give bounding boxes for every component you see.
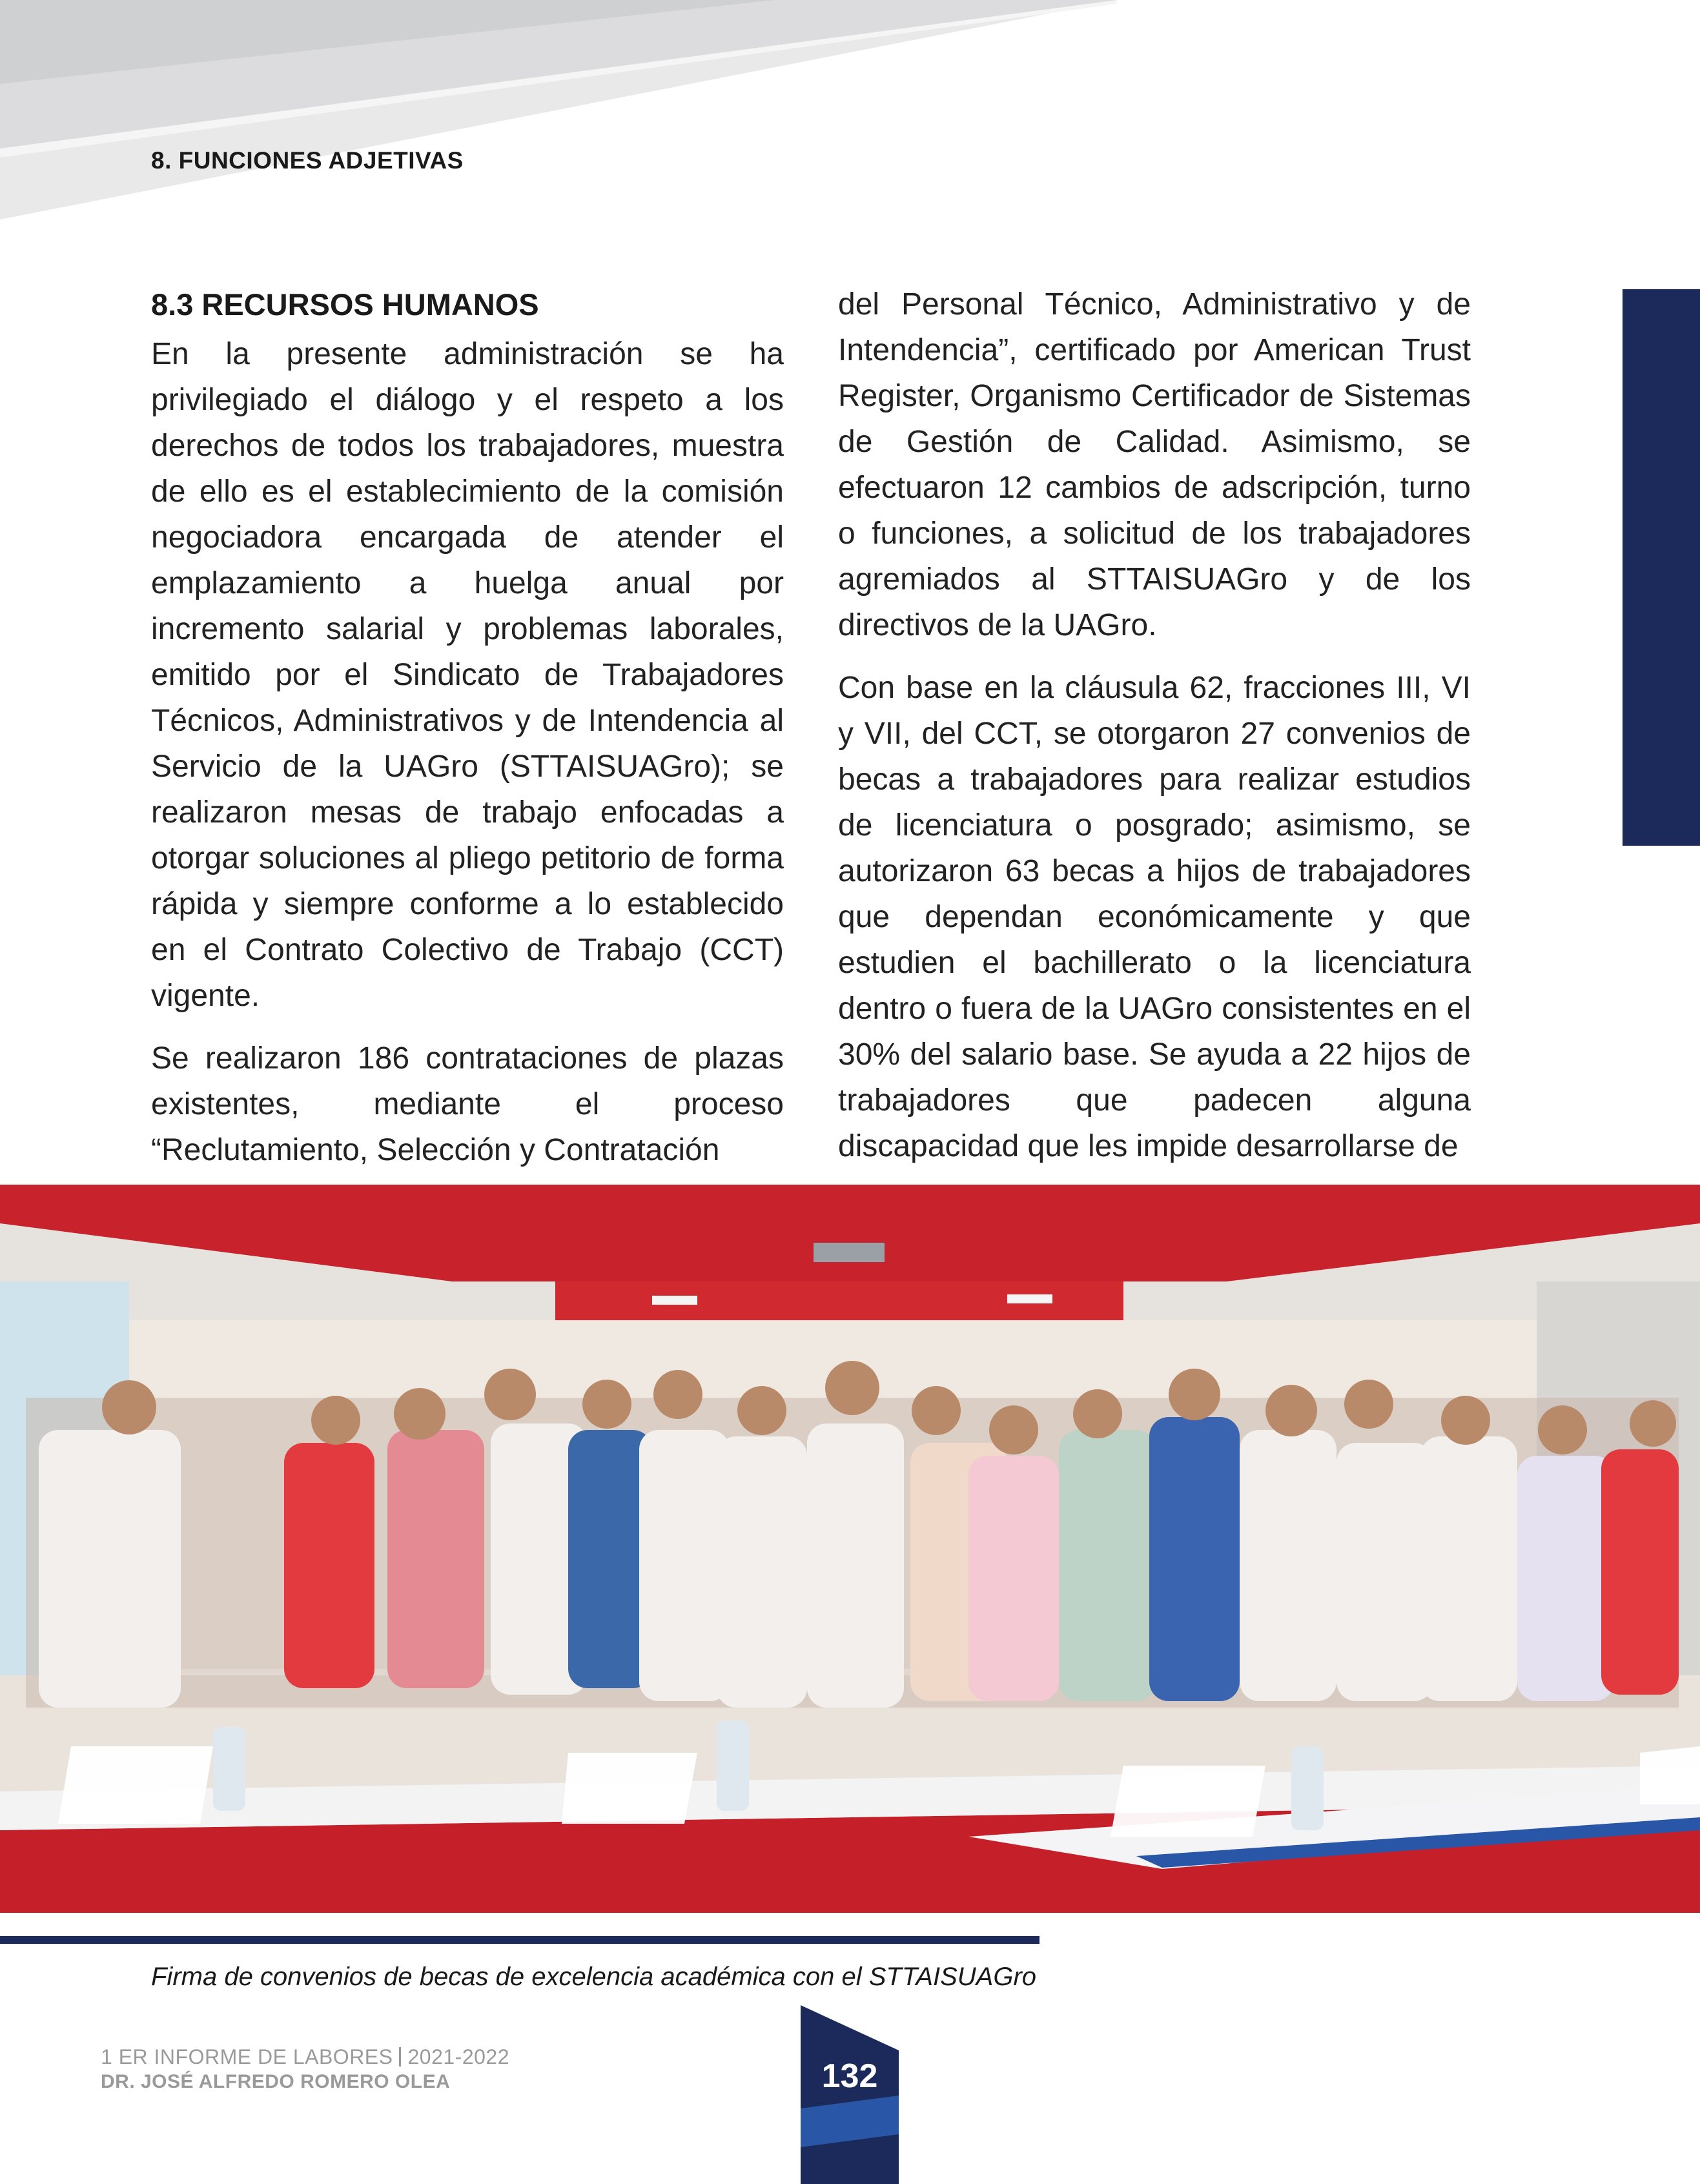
- caption-divider: [0, 1936, 1039, 1944]
- footer-report-title: [101, 2045, 509, 2069]
- paragraph: del Personal Técnico, Administrativo y de Intendencia”, certificado por American Trust Register, Organismo Certificador de Sistemas de Gestión de Calidad. Asimismo, se efectuaron 12 cambios de adscripción, turno o funciones, a solicitud de los trabajadores agremiados al STTAISUAGro y de los directivos de la UAGro.: [838, 287, 1471, 642]
- side-tab-marker: [1623, 289, 1700, 846]
- group-photo: [0, 1185, 1700, 1913]
- page-number: 132: [821, 2057, 878, 2095]
- subsection-heading: 8.3 RECURSOS HUMANOS: [151, 287, 539, 321]
- footer-separator: [399, 2047, 401, 2067]
- footer-period: 2021-2022: [407, 2045, 510, 2068]
- section-title: 8. FUNCIONES ADJETIVAS: [151, 147, 464, 174]
- paragraph: En la presente administración se ha privilegiado el diálogo y el respeto a los derechos de todos los trabajadores, muestra de ello es el establecimiento de la comisión negociadora encargada de atender el emplazamiento a huelga anual por incremento salarial y problemas laborales, emitido por el Sindicato de Trabajadores Técnicos, Administrativos y de Intendencia al Servicio de la UAGro (STTAISUAGro); se realizaron mesas de trabajo enfocadas a otorgar soluciones al pliego petitorio de forma rápida y siempre conforme a lo establecido en el Contrato Colectivo de Trabajo (CCT) vigente.: [151, 337, 784, 1013]
- left-column: [151, 281, 784, 1190]
- footer-report: 1 ER INFORME DE LABORES: [101, 2045, 393, 2068]
- footer-author: DR. JOSÉ ALFREDO ROMERO OLEA: [101, 2071, 451, 2092]
- right-column: [838, 281, 1471, 1186]
- photo-caption: Firma de convenios de becas de excelencia académica con el STTAISUAGro: [151, 1963, 1037, 1991]
- paragraph: Con base en la cláusula 62, fracciones III, VI y VII, del CCT, se otorgaron 27 convenios de becas a trabajadores para realizar estudios de licenciatura o posgrado; asimismo, se autorizaron 63 becas a hijos de trabajadores que dependan económicamente y que estudien el bachillerato o la licenciatura dentro o fuera de la UAGro consistentes en el 30% del salario base. Se ayuda a 22 hijos de trabajadores que padecen alguna discapacidad que les impide desarrollarse de: [838, 671, 1471, 1163]
- header-decoration: [0, 0, 1700, 232]
- paragraph: Se realizaron 186 contrataciones de plazas existentes, mediante el proceso “Reclutamiento, Selección y Contratación: [151, 1041, 784, 1167]
